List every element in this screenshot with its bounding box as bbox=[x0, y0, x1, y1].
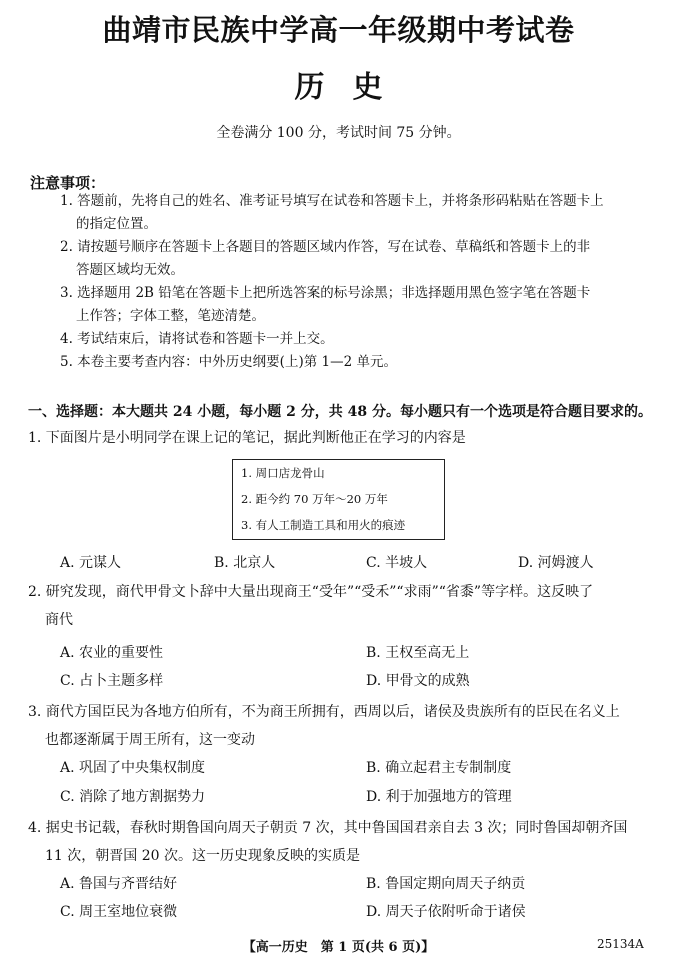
question-line: 11 次，朝晋国 20 次。这一历史现象反映的实质是 bbox=[45, 848, 360, 864]
page-footer: 【高一历史 第 1 页(共 6 页)】 bbox=[242, 940, 435, 955]
note-box-line: 1. 周口店龙骨山 bbox=[241, 466, 325, 480]
option-d: D. 河姆渡人 bbox=[518, 555, 594, 571]
exam-title: 曲靖市民族中学高一年级期中考试卷 bbox=[102, 13, 575, 47]
question-line: 4. 据史书记载，春秋时期鲁国向周天子朝贡 7 次，其中鲁国国君亲自去 3 次；同时鲁国却朝齐国 bbox=[28, 820, 628, 836]
subject-title: 历史 bbox=[294, 70, 411, 105]
option-a: A. 巩固了中央集权制度 bbox=[60, 760, 206, 776]
exam-info: 全卷满分 100 分，考试时间 75 分钟。 bbox=[216, 125, 461, 141]
note-line: 的指定位置。 bbox=[76, 216, 157, 232]
question-4-stem bbox=[28, 814, 658, 870]
question-line: 商代 bbox=[45, 612, 73, 628]
option-a: A. 农业的重要性 bbox=[60, 645, 164, 661]
note-item bbox=[60, 282, 660, 328]
section-heading: 一、选择题：本大题共 24 小题，每小题 2 分，共 48 分。每小题只有一个选项是符合题目要求的。 bbox=[28, 404, 652, 420]
question-line: 2. 研究发现，商代甲骨文卜辞中大量出现商王“受年”“受禾”“求雨”“省黍”等字样。这反映了 bbox=[28, 584, 594, 600]
exam-code: 25134A bbox=[597, 937, 644, 951]
note-item bbox=[60, 328, 660, 351]
note-item bbox=[60, 236, 660, 282]
option-a: A. 鲁国与齐晋结好 bbox=[60, 876, 178, 892]
option-c: C. 周王室地位衰微 bbox=[60, 904, 178, 920]
option-d: D. 周天子依附听命于诸侯 bbox=[366, 904, 526, 920]
note-line: 5. 本卷主要考查内容：中外历史纲要(上)第 1—2 单元。 bbox=[60, 354, 397, 370]
option-c: C. 占卜主题多样 bbox=[60, 673, 164, 689]
option-b: B. 确立起君主专制制度 bbox=[366, 760, 512, 776]
option-d: D. 利于加强地方的管理 bbox=[366, 789, 512, 805]
option-b: B. 北京人 bbox=[214, 555, 276, 571]
note-box bbox=[232, 459, 445, 540]
question-3-stem bbox=[28, 698, 658, 754]
question-line: 3. 商代方国臣民为各地方伯所有，不为商王所拥有，西周以后，诸侯及贵族所有的臣民在名义上 bbox=[28, 704, 620, 720]
note-line: 答题区域均无效。 bbox=[76, 262, 184, 278]
note-line: 4. 考试结束后，请将试卷和答题卡一并上交。 bbox=[60, 331, 334, 347]
question-line: 也都逐渐属于周王所有，这一变动 bbox=[45, 732, 255, 748]
notes-heading: 注意事项： bbox=[30, 174, 106, 192]
option-c: C. 半坡人 bbox=[366, 555, 428, 571]
note-box-line: 3. 有人工制造工具和用火的痕迹 bbox=[241, 518, 406, 532]
option-b: B. 鲁国定期向周天子纳贡 bbox=[366, 876, 526, 892]
note-line: 2. 请按题号顺序在答题卡上各题目的答题区域内作答，写在试卷、草稿纸和答题卡上的非 bbox=[60, 239, 591, 255]
note-line: 上作答；字体工整，笔迹清楚。 bbox=[76, 308, 265, 324]
question-2-stem bbox=[28, 578, 658, 634]
note-box-line: 2. 距今约 70 万年～20 万年 bbox=[241, 492, 388, 506]
note-item bbox=[60, 190, 660, 236]
note-line: 3. 选择题用 2B 铅笔在答题卡上把所选答案的标号涂黑；非选择题用黑色签字笔在答题卡 bbox=[60, 285, 591, 301]
option-a: A. 元谋人 bbox=[60, 555, 122, 571]
option-c: C. 消除了地方割据势力 bbox=[60, 789, 206, 805]
option-d: D. 甲骨文的成熟 bbox=[366, 673, 470, 689]
option-b: B. 王权至高无上 bbox=[366, 645, 470, 661]
note-item bbox=[60, 351, 660, 374]
question-1-stem: 1. 下面图片是小明同学在课上记的笔记，据此判断他正在学习的内容是 bbox=[28, 430, 466, 446]
note-line: 1. 答题前，先将自己的姓名、准考证号填写在试卷和答题卡上，并将条形码粘贴在答题卡上 bbox=[60, 193, 604, 209]
